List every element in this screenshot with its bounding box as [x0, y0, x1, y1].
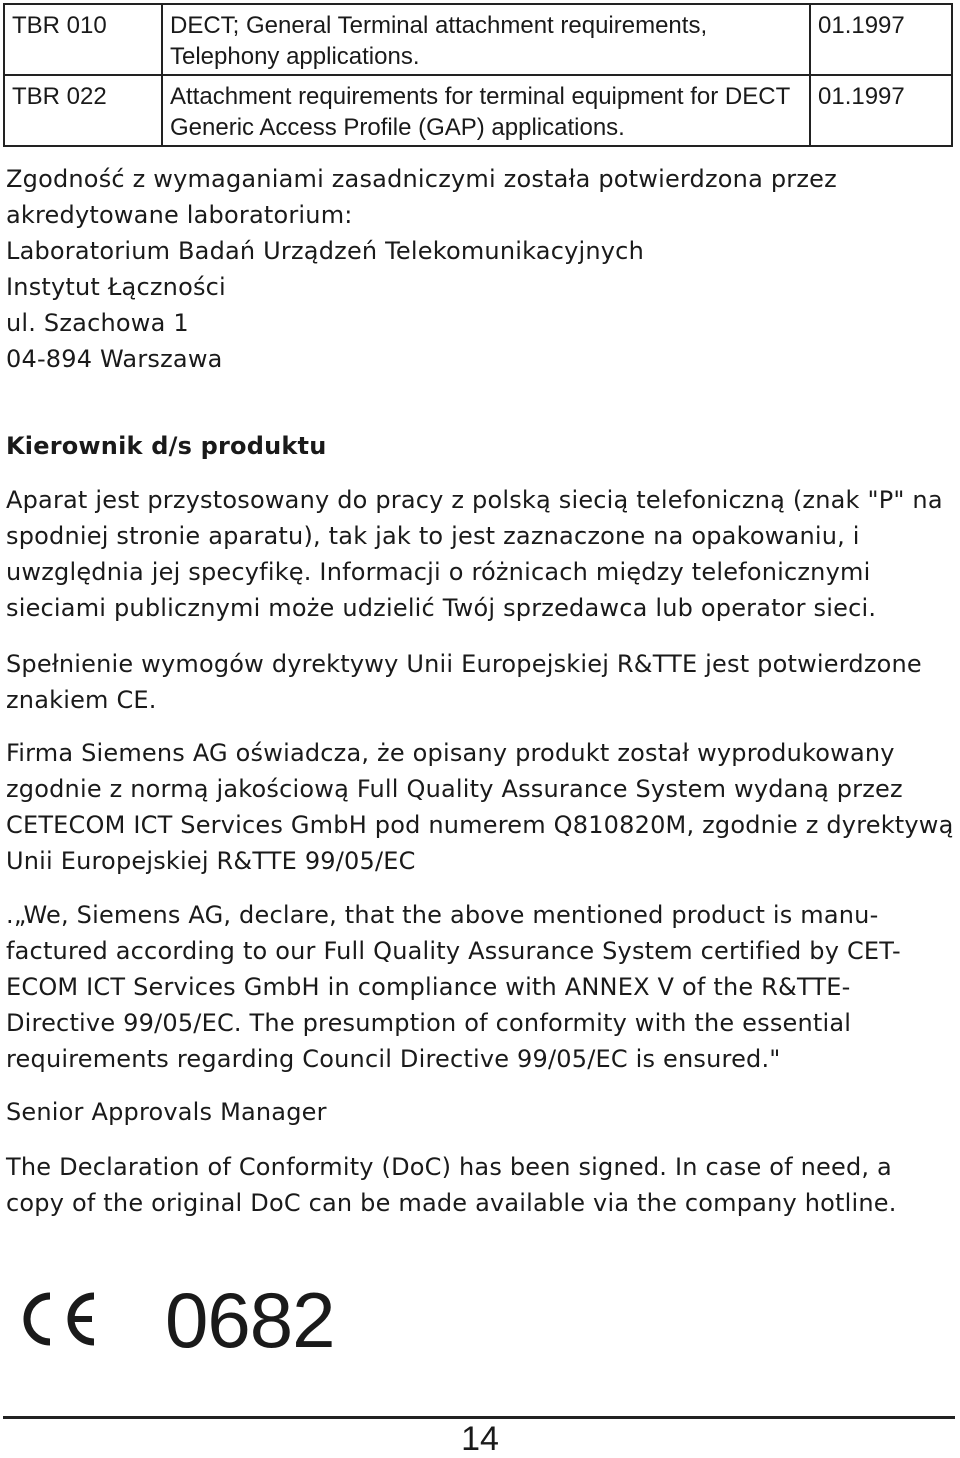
- network-paragraph: Aparat jest przystosowany do pracy z polską siecią telefoniczną (znak "P" na spodniej stronie aparatu), tak jak to jest zaznaczone na opakowaniu, i uwzględnia jej specyfikę. Informacji o różnicach między telefonicznymi sieciami publicznymi może udzielić Twój sprzedawca lub operator sieci.: [6, 486, 943, 622]
- quality-paragraph-en: .„We, Siemens AG, declare, that the above mentioned product is manu-factured according to our Full Quality Assurance System certified by CET-ECOM ICT Services GmbH in compliance with ANNEX V of the R&TTE-Directive 99/05/EC. The presumption of conformity with the essential requirements regarding Council Directive 99/05/EC is ensured.": [6, 901, 901, 1073]
- quality-paragraph-pl: Firma Siemens AG oświadcza, że opisany produkt został wyprodukowany zgodnie z normą jakościową Full Quality Assurance System wydaną przez CETECOM ICT Services GmbH pod numerem Q810820M, zgodnie z dyrektywą Unii Europejskiej R&TTE 99/05/EC: [6, 739, 954, 875]
- standard-code: TBR 022: [4, 75, 162, 146]
- lab-line: 04-894 Warszawa: [6, 345, 223, 373]
- standard-date: 01.1997: [810, 4, 952, 75]
- notified-body-number: 0682: [165, 1276, 335, 1364]
- standard-date: 01.1997: [810, 75, 952, 146]
- lab-line: akredytowane laboratorium:: [6, 201, 353, 229]
- product-manager-title: Kierownik d/s produktu: [6, 432, 327, 460]
- accredited-laboratory: [6, 161, 956, 377]
- standard-description: DECT; General Terminal attachment requirements, Telephony applications.: [162, 4, 810, 75]
- table-row: [4, 4, 952, 75]
- standards-table: [3, 3, 953, 147]
- page-number: 14: [461, 1420, 499, 1458]
- table-row: [4, 75, 952, 146]
- standard-description: Attachment requirements for terminal equipment for DECT Generic Access Profile (GAP) applications.: [162, 75, 810, 146]
- rtte-paragraph: Spełnienie wymogów dyrektywy Unii Europejskiej R&TTE jest potwierdzone znakiem CE.: [6, 650, 922, 714]
- doc-paragraph: The Declaration of Conformity (DoC) has been signed. In case of need, a copy of the original DoC can be made available via the company hotline.: [6, 1153, 897, 1217]
- standard-code: TBR 010: [4, 4, 162, 75]
- ce-mark-icon: [14, 1290, 98, 1348]
- senior-approvals-title: Senior Approvals Manager: [6, 1098, 327, 1126]
- lab-line: Laboratorium Badań Urządzeń Telekomunikacyjnych: [6, 237, 644, 265]
- lab-line: ul. Szachowa 1: [6, 309, 189, 337]
- footer-divider: [3, 1416, 955, 1419]
- lab-line: Instytut Łączności: [6, 273, 226, 301]
- lab-line: Zgodność z wymaganiami zasadniczymi została potwierdzona przez: [6, 165, 837, 193]
